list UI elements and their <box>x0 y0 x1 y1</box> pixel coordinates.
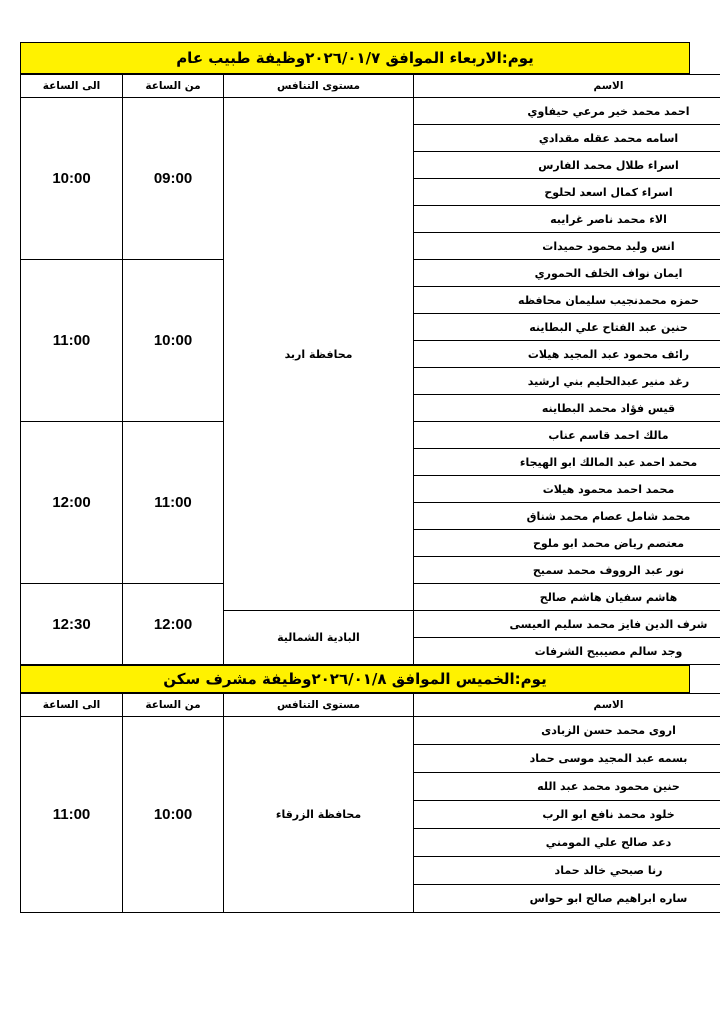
time-to: 11:00 <box>21 717 123 913</box>
time-to: 11:00 <box>21 260 123 422</box>
section-2-table <box>20 693 720 913</box>
time-from: 12:00 <box>123 584 224 665</box>
competition-level: محافظة الزرقاء <box>224 717 414 913</box>
header-name: الاسم <box>414 75 720 98</box>
candidate-name: اسراء طلال محمد الفارس <box>414 152 720 179</box>
table-row <box>21 98 720 125</box>
candidate-name: احمد محمد خير مرعي حيفاوي <box>414 98 720 125</box>
header-to: الى الساعة <box>21 694 123 717</box>
candidate-name: اسامه محمد عقله مقدادي <box>414 125 720 152</box>
candidate-name: شرف الدين فايز محمد سليم العيسى <box>414 611 720 638</box>
header-to: الى الساعة <box>21 75 123 98</box>
candidate-name: محمد شامل عصام محمد شناق <box>414 503 720 530</box>
table-header-row <box>21 694 720 717</box>
time-from: 09:00 <box>123 98 224 260</box>
header-level: مستوى التنافس <box>224 75 414 98</box>
candidate-name: ساره ابراهيم صالح ابو حواس <box>414 885 720 913</box>
time-to: 12:00 <box>21 422 123 584</box>
candidate-name: حنين محمود محمد عبد الله <box>414 773 720 801</box>
competition-level: محافظة اربد <box>224 98 414 611</box>
candidate-name: ايمان نواف الخلف الحموري <box>414 260 720 287</box>
candidate-name: محمد احمد عبد المالك ابو الهيجاء <box>414 449 720 476</box>
candidate-name: اسراء كمال اسعد لحلوح <box>414 179 720 206</box>
candidate-name: قيس فؤاد محمد البطاينه <box>414 395 720 422</box>
header-from: من الساعة <box>123 694 224 717</box>
candidate-name: خلود محمد نافع ابو الرب <box>414 801 720 829</box>
candidate-name: محمد احمد محمود هيلات <box>414 476 720 503</box>
candidate-name: معتصم رياض محمد ابو ملوح <box>414 530 720 557</box>
competition-level: البادية الشمالية <box>224 611 414 665</box>
candidate-name: رائف محمود عبد المجيد هيلات <box>414 341 720 368</box>
section-2-banner: يوم:الخميس الموافق ٢٠٢٦/٠١/٨وظيفة مشرف سكن <box>20 665 690 693</box>
candidate-name: وجد سالم مصيبيح الشرفات <box>414 638 720 665</box>
candidate-name: الاء محمد ناصر غرايبه <box>414 206 720 233</box>
candidate-name: انس وليد محمود حميدات <box>414 233 720 260</box>
candidate-name: حمزه محمدنجيب سليمان محافظه <box>414 287 720 314</box>
header-from: من الساعة <box>123 75 224 98</box>
candidate-name: دعد صالح علي المومني <box>414 829 720 857</box>
time-to: 10:00 <box>21 98 123 260</box>
time-to: 12:30 <box>21 584 123 665</box>
section-1-banner: يوم:الاربعاء الموافق ٢٠٢٦/٠١/٧وظيفة طبيب عام <box>20 42 690 74</box>
header-level: مستوى التنافس <box>224 694 414 717</box>
candidate-name: رنا صبحي خالد حماد <box>414 857 720 885</box>
candidate-name: مالك احمد قاسم عناب <box>414 422 720 449</box>
time-from: 10:00 <box>123 260 224 422</box>
candidate-name: رغد منير عبدالحليم بني ارشيد <box>414 368 720 395</box>
candidate-name: بسمه عبد المجيد موسى حماد <box>414 745 720 773</box>
schedule-sheet <box>20 42 708 913</box>
table-header-row <box>21 75 720 98</box>
candidate-name: حنين عبد الفتاح علي البطاينه <box>414 314 720 341</box>
table-row <box>21 717 720 745</box>
time-from: 11:00 <box>123 422 224 584</box>
candidate-name: اروى محمد حسن الزبادى <box>414 717 720 745</box>
time-from: 10:00 <box>123 717 224 913</box>
candidate-name: نور عبد الرووف محمد سميح <box>414 557 720 584</box>
candidate-name: هاشم سفيان هاشم صالح <box>414 584 720 611</box>
header-name: الاسم <box>414 694 720 717</box>
section-1-table <box>20 74 720 665</box>
